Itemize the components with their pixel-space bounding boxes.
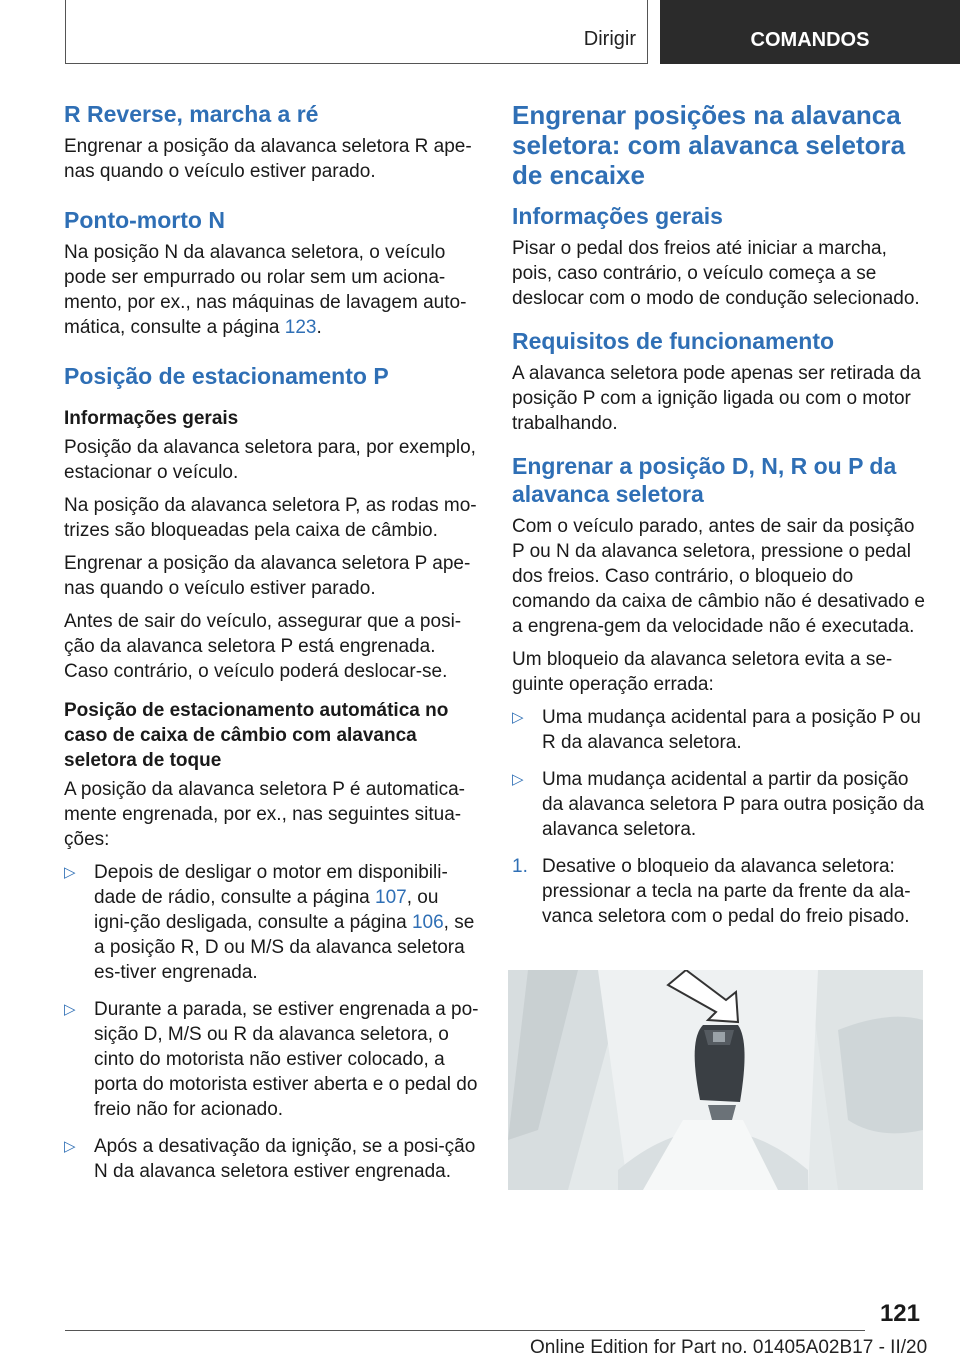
triangle-bullet-icon: ▷	[512, 771, 524, 788]
auto-park-list	[64, 860, 479, 1184]
engage-p1: Com o veículo parado, antes de sair da posição P ou N da alavanca seletora, pressione o pedal dos freios. Caso contrário, o bloqueio do comando da caixa de câmbio não é desativado e a engrena-gem da velocidade não é executada.	[512, 516, 925, 637]
neutral-text: Na posição N da alavanca seletora, o veículo pode ser empurrado ou rolar sem um aciona-mento, por ex., nas máquinas de lavagem auto-mática, consulte a página 123.	[64, 242, 467, 338]
list-item: ▷ Uma mudança acidental a partir da posição da alavanca seletora P para outra posição da alavanca seletora.	[512, 769, 925, 840]
right-column	[512, 100, 927, 941]
general-text: Pisar o pedal dos freios até iniciar a marcha, pois, caso contrário, o veículo começa a se deslocar com o modo de condução selecionado.	[512, 238, 920, 309]
page-link-123[interactable]: 123	[284, 317, 317, 338]
triangle-bullet-icon: ▷	[512, 709, 524, 726]
reverse-text: Engrenar a posição da alavanca seletora R ape-nas quando o veículo estiver parado.	[64, 136, 472, 182]
triangle-bullet-icon: ▷	[64, 1138, 76, 1155]
list-item: ▷ Depois de desligar o motor em disponibili-dade de rádio, consulte a página 107, ou igni-ção desligada, consulte a página 106, se a posição R, D ou M/S da alavanca seletora es-tiver engrenada.	[64, 862, 475, 983]
header-chapter: COMANDOS	[660, 0, 960, 64]
list-item: 1. Desative o bloqueio da alavanca seletora: pressionar a tecla na parte da frente da ala-vanca seletora com o pedal do freio pisado.	[512, 856, 911, 927]
engage-list	[512, 705, 927, 929]
park-p1: Posição da alavanca seletora para, por exemplo, estacionar o veículo.	[64, 437, 476, 483]
requirements-text: A alavanca seletora pode apenas ser retirada da posição P com a ignição ligada ou com o motor trabalhando.	[512, 363, 921, 434]
section-title: Engrenar posições na alavanca seletora: com alavanca seletora de encaixe	[512, 100, 906, 190]
page-link-107[interactable]: 107	[375, 887, 407, 908]
park-p2: Na posição da alavanca seletora P, as rodas mo-trizes são bloqueadas pela caixa de câmbio.	[64, 495, 477, 541]
list-item: ▷ Após a desativação da ignição, se a posi-ção N da alavanca seletora estiver engrenada.	[64, 1136, 476, 1182]
step-number: 1.	[512, 856, 528, 877]
gear-lever-drawing	[508, 970, 923, 1190]
triangle-bullet-icon: ▷	[64, 864, 76, 881]
gear-lever-illustration	[508, 970, 923, 1190]
list-item: ▷ Uma mudança acidental para a posição P ou R da alavanca seletora.	[512, 707, 921, 753]
left-column	[64, 100, 479, 1196]
park-p3: Engrenar a posição da alavanca seletora P ape-nas quando o veículo estiver parado.	[64, 553, 471, 599]
requirements-heading: Requisitos de funcionamento	[512, 328, 835, 354]
park-heading: Posição de estacionamento P	[64, 363, 389, 389]
neutral-heading: Ponto-morto N	[64, 207, 225, 233]
list-item: ▷ Durante a parada, se estiver engrenada a po-sição D, M/S ou R da alavanca seletora, o cinto do motorista não estiver colocado, a porta do motorista estiver aberta e o pedal do freio não for acionado.	[64, 999, 479, 1120]
park-subheading: Informações gerais	[64, 408, 239, 429]
page-link-106[interactable]: 106	[411, 912, 444, 933]
triangle-bullet-icon: ▷	[64, 1001, 76, 1018]
header-section: Dirigir	[583, 28, 636, 50]
page-number: 121	[879, 1300, 920, 1327]
footer-edition: Online Edition for Part no. 01405A02B17 - II/20	[530, 1337, 928, 1358]
header-frame	[65, 0, 648, 64]
auto-park-intro: A posição da alavanca seletora P é automatica-mente engrenada, por ex., nas seguintes situa-ções:	[64, 779, 466, 850]
engage-heading: Engrenar a posição D, N, R ou P da alavanca seletora	[512, 453, 897, 507]
footer-divider	[65, 1330, 865, 1331]
reverse-heading: R Reverse, marcha a ré	[64, 101, 319, 127]
engage-p2: Um bloqueio da alavanca seletora evita a se-guinte operação errada:	[512, 649, 893, 695]
park-p4: Antes de sair do veículo, assegurar que a posi-ção da alavanca seletora P está engrenada. Caso contrário, o veículo poderá deslocar-se.	[64, 611, 462, 682]
general-heading: Informações gerais	[512, 203, 723, 229]
auto-park-heading: Posição de estacionamento automática no caso de caixa de câmbio com alavanca seletora de toque	[64, 700, 449, 771]
